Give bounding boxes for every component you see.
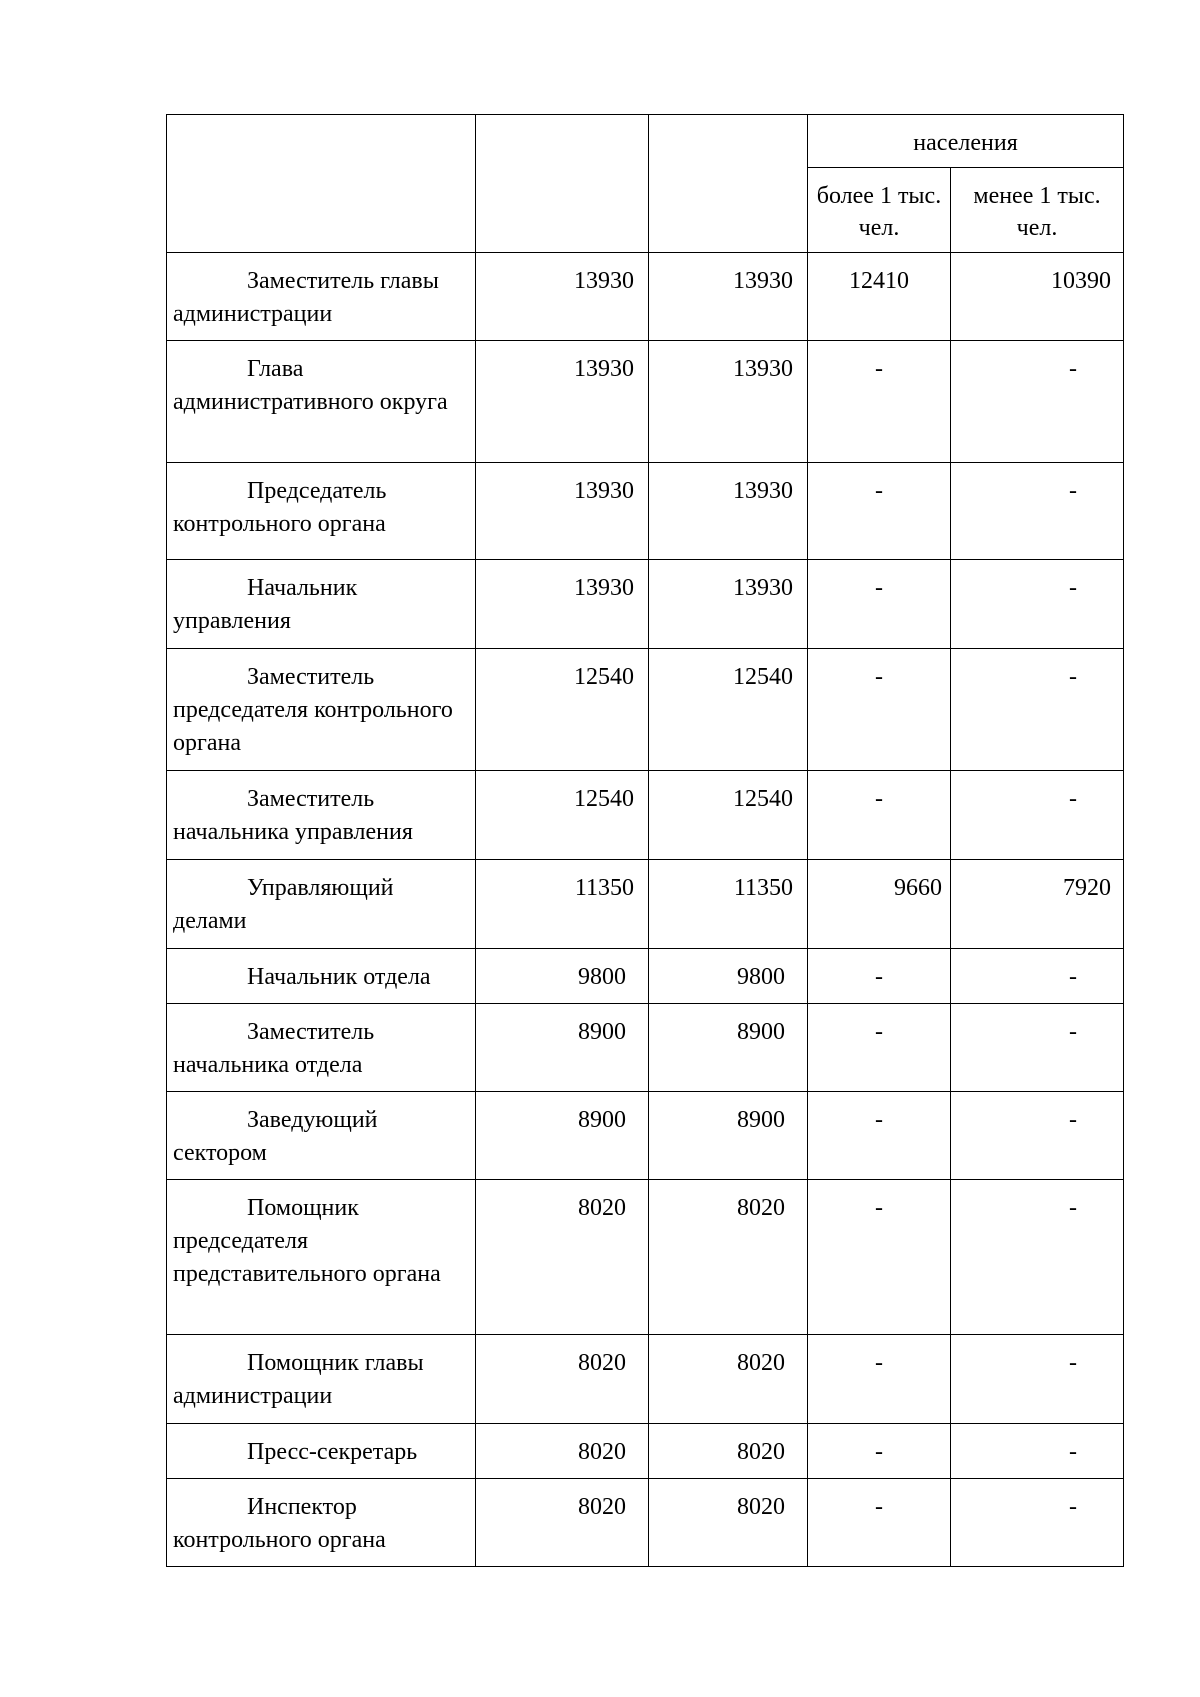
position-name: Заместитель начальника управления xyxy=(173,786,413,845)
salary-value-more-than-1k: 9660 xyxy=(808,860,951,949)
table-row xyxy=(167,949,1124,1004)
salary-value-more-than-1k: - xyxy=(808,949,951,1004)
salary-value-more-than-1k: - xyxy=(808,1180,951,1335)
position-name: Председатель контрольного органа xyxy=(173,478,387,537)
position-name: Заместитель председателя контрольного органа xyxy=(173,664,453,756)
salary-table xyxy=(166,114,1124,1567)
salary-value-2: 11350 xyxy=(649,860,808,949)
table-row xyxy=(167,771,1124,860)
salary-value-more-than-1k: - xyxy=(808,771,951,860)
table-row xyxy=(167,560,1124,649)
salary-value-1: 8900 xyxy=(476,1004,649,1092)
salary-value-2: 8020 xyxy=(649,1479,808,1567)
position-name: Помощник председателя представительного органа xyxy=(173,1195,441,1287)
salary-value-2: 12540 xyxy=(649,771,808,860)
salary-value-2: 9800 xyxy=(649,949,808,1004)
table-row xyxy=(167,1092,1124,1180)
salary-value-2: 8900 xyxy=(649,1004,808,1092)
salary-value-more-than-1k: - xyxy=(808,560,951,649)
salary-value-1: 12540 xyxy=(476,771,649,860)
position-name: Пресс-секретарь xyxy=(247,1439,418,1465)
header-row-1 xyxy=(167,115,1124,168)
salary-value-less-than-1k: - xyxy=(951,1092,1124,1180)
salary-value-1: 12540 xyxy=(476,649,649,771)
salary-value-less-than-1k: - xyxy=(951,1424,1124,1479)
salary-value-more-than-1k: - xyxy=(808,1092,951,1180)
salary-value-less-than-1k: - xyxy=(951,341,1124,463)
position-name-cell xyxy=(167,560,476,649)
salary-value-less-than-1k: - xyxy=(951,1180,1124,1335)
salary-value-2: 13930 xyxy=(649,463,808,560)
position-name-cell xyxy=(167,1092,476,1180)
salary-value-more-than-1k: - xyxy=(808,649,951,771)
position-name-cell xyxy=(167,341,476,463)
header-empty-cell-3 xyxy=(649,115,808,253)
position-name-cell xyxy=(167,860,476,949)
salary-value-1: 8020 xyxy=(476,1180,649,1335)
position-name-cell xyxy=(167,1180,476,1335)
header-empty-cell-2 xyxy=(476,115,649,253)
salary-value-1: 13930 xyxy=(476,560,649,649)
salary-value-2: 13930 xyxy=(649,560,808,649)
position-name: Заведующий сектором xyxy=(173,1107,378,1166)
position-name-cell xyxy=(167,1479,476,1567)
position-name: Глава административного округа xyxy=(173,356,448,415)
table-row xyxy=(167,341,1124,463)
salary-value-less-than-1k: 7920 xyxy=(951,860,1124,949)
position-name-cell xyxy=(167,253,476,341)
table-row xyxy=(167,1004,1124,1092)
position-name-cell xyxy=(167,949,476,1004)
salary-value-1: 13930 xyxy=(476,253,649,341)
salary-value-1: 8020 xyxy=(476,1479,649,1567)
table-row xyxy=(167,860,1124,949)
salary-value-1: 11350 xyxy=(476,860,649,949)
salary-value-more-than-1k: - xyxy=(808,463,951,560)
header-more-than: более 1 тыс. чел. xyxy=(808,168,951,253)
table-row xyxy=(167,649,1124,771)
salary-value-less-than-1k: - xyxy=(951,649,1124,771)
salary-value-less-than-1k: - xyxy=(951,560,1124,649)
salary-value-more-than-1k: - xyxy=(808,1004,951,1092)
table-row xyxy=(167,1180,1124,1335)
salary-value-2: 8020 xyxy=(649,1335,808,1424)
table-body xyxy=(167,253,1124,1567)
salary-value-1: 13930 xyxy=(476,341,649,463)
salary-value-2: 13930 xyxy=(649,341,808,463)
salary-value-less-than-1k: - xyxy=(951,1479,1124,1567)
salary-value-1: 8020 xyxy=(476,1424,649,1479)
position-name-cell xyxy=(167,1335,476,1424)
position-name: Начальник отдела xyxy=(247,964,431,990)
position-name-cell xyxy=(167,1424,476,1479)
position-name-cell xyxy=(167,1004,476,1092)
position-name: Управляющий делами xyxy=(173,875,394,934)
table-row xyxy=(167,1479,1124,1567)
salary-value-2: 13930 xyxy=(649,253,808,341)
salary-value-more-than-1k: 12410 xyxy=(808,253,951,341)
table-row xyxy=(167,1424,1124,1479)
header-empty-cell-1 xyxy=(167,115,476,253)
salary-value-1: 8900 xyxy=(476,1092,649,1180)
header-population: населения xyxy=(808,115,1124,168)
salary-value-less-than-1k: - xyxy=(951,463,1124,560)
table-row xyxy=(167,1335,1124,1424)
salary-value-less-than-1k: - xyxy=(951,771,1124,860)
salary-value-1: 13930 xyxy=(476,463,649,560)
position-name: Начальник управления xyxy=(173,575,358,634)
position-name: Заместитель начальника отдела xyxy=(173,1019,375,1078)
salary-value-2: 8020 xyxy=(649,1424,808,1479)
salary-value-less-than-1k: - xyxy=(951,949,1124,1004)
position-name-cell xyxy=(167,649,476,771)
position-name: Инспектор контрольного органа xyxy=(173,1494,386,1553)
salary-value-more-than-1k: - xyxy=(808,1479,951,1567)
position-name: Помощник главы администрации xyxy=(173,1350,424,1409)
position-name-cell xyxy=(167,771,476,860)
salary-value-less-than-1k: 10390 xyxy=(951,253,1124,341)
table-row xyxy=(167,253,1124,341)
salary-value-2: 8900 xyxy=(649,1092,808,1180)
salary-value-more-than-1k: - xyxy=(808,1424,951,1479)
position-name: Заместитель главы администрации xyxy=(173,268,439,327)
table-row xyxy=(167,463,1124,560)
salary-value-more-than-1k: - xyxy=(808,341,951,463)
salary-value-1: 8020 xyxy=(476,1335,649,1424)
salary-value-less-than-1k: - xyxy=(951,1335,1124,1424)
salary-value-1: 9800 xyxy=(476,949,649,1004)
salary-value-2: 8020 xyxy=(649,1180,808,1335)
position-name-cell xyxy=(167,463,476,560)
salary-value-less-than-1k: - xyxy=(951,1004,1124,1092)
salary-value-2: 12540 xyxy=(649,649,808,771)
salary-value-more-than-1k: - xyxy=(808,1335,951,1424)
header-less-than: менее 1 тыс. чел. xyxy=(951,168,1124,253)
